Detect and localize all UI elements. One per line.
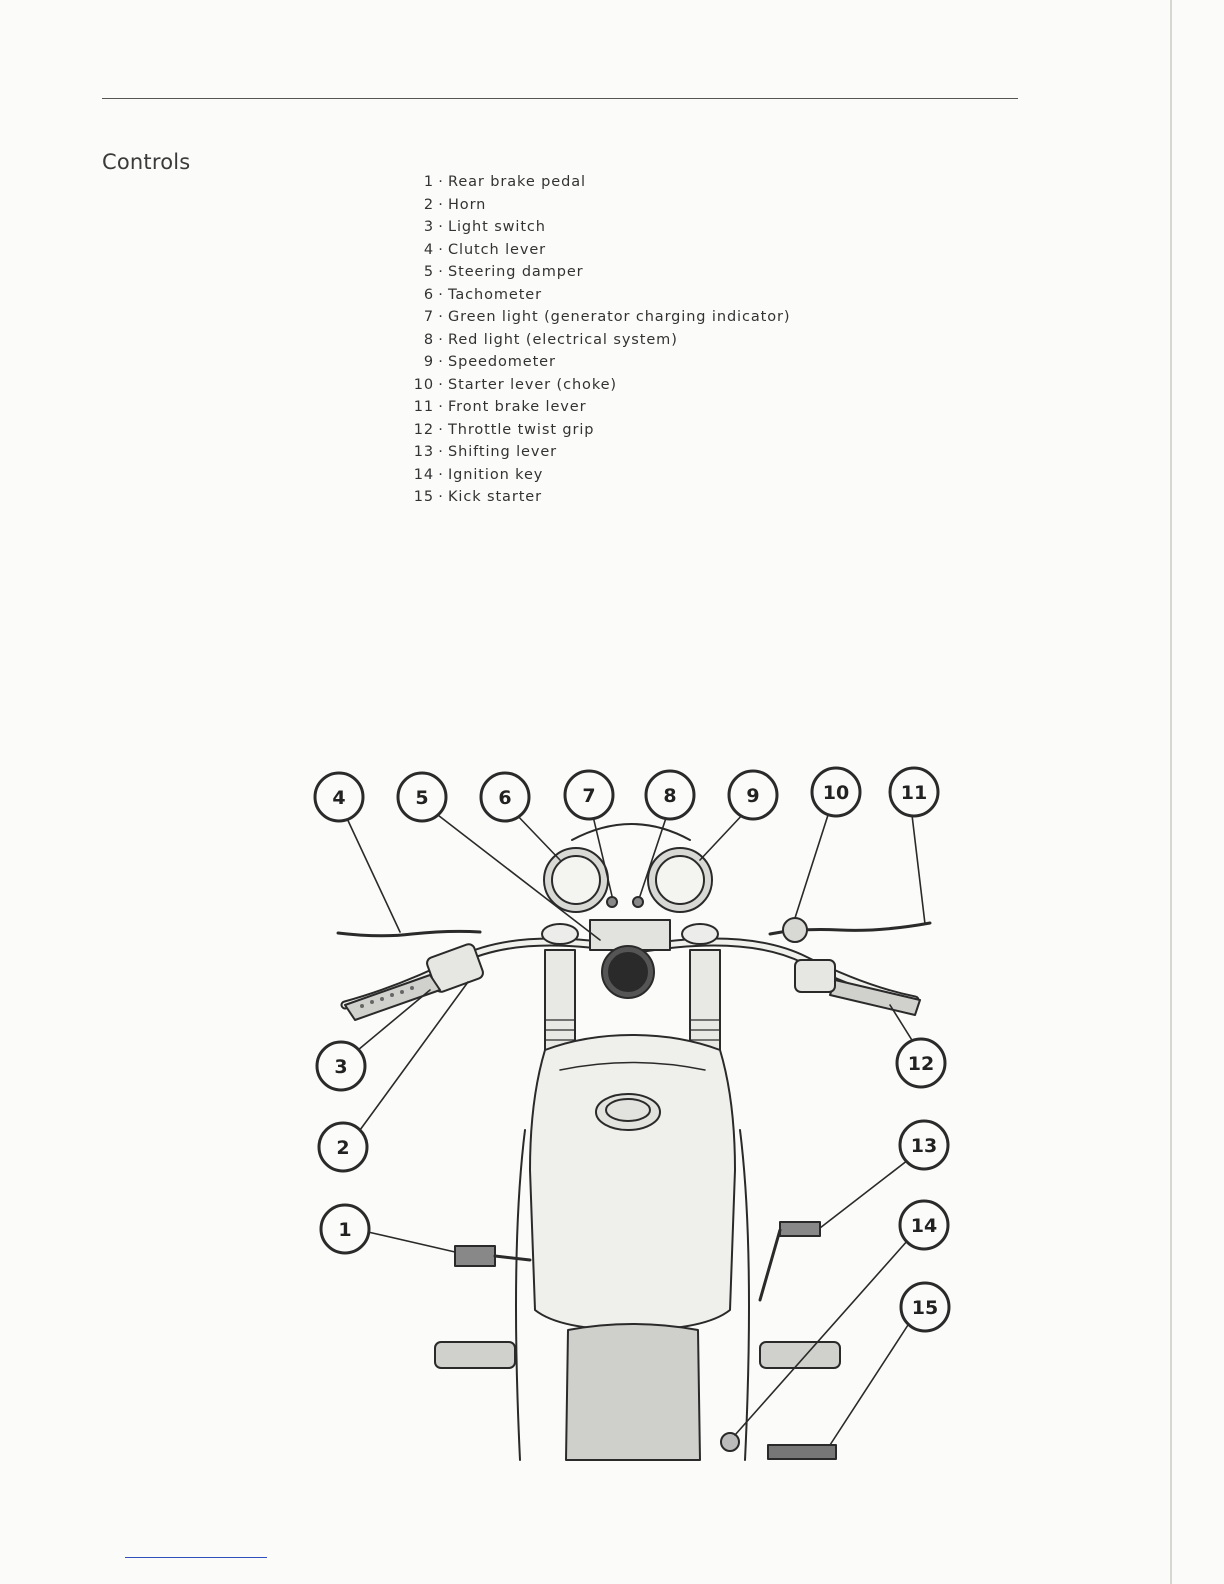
- callout-label: 12: [907, 1053, 935, 1075]
- legend-item: 9 · Speedometer: [423, 354, 556, 370]
- callout-label: 2: [336, 1137, 350, 1159]
- callout-label: 9: [746, 785, 760, 807]
- kick-starter: [768, 1445, 836, 1459]
- callout-label: 11: [900, 782, 928, 804]
- page-heading: Controls: [102, 150, 191, 174]
- legend-item: 11 · Front brake lever: [413, 399, 587, 415]
- callout-label: 10: [822, 782, 850, 804]
- leader-13: [820, 1160, 908, 1228]
- callout-label: 15: [911, 1297, 939, 1319]
- legend-item: 14 · Ignition key: [413, 466, 544, 483]
- shift-lever: [780, 1222, 820, 1236]
- seat: [566, 1324, 700, 1460]
- callout-label: 14: [910, 1215, 938, 1237]
- leader-9: [700, 812, 745, 860]
- legend-item: 2 · Horn: [423, 196, 487, 213]
- right-frame-rail: [740, 1130, 749, 1460]
- callout-label: 3: [334, 1056, 348, 1078]
- ignition-key: [721, 1433, 739, 1451]
- clutch-lever: [338, 931, 480, 935]
- rear-brake-pedal: [455, 1246, 495, 1266]
- callout-label: 6: [498, 787, 512, 809]
- red-indicator-light: [633, 897, 643, 907]
- choke-lever: [783, 918, 807, 942]
- callout-label: 8: [663, 785, 677, 807]
- controls-legend: [412, 171, 790, 509]
- motorcycle-controls-diagram: [290, 760, 970, 1480]
- green-indicator-light: [607, 897, 617, 907]
- leader-11: [912, 815, 925, 924]
- legend-item: 8 · Red light (electrical system): [423, 331, 678, 348]
- right-footpeg: [760, 1342, 840, 1368]
- callout-label: 4: [332, 787, 346, 809]
- leader-4: [344, 812, 400, 932]
- leader-14: [735, 1240, 908, 1435]
- legend-item: 7 · Green light (generator charging indicator): [423, 309, 791, 325]
- left-frame-rail: [516, 1130, 525, 1460]
- throttle-housing: [795, 960, 835, 992]
- leader-10: [795, 815, 828, 918]
- scan-edge: [1170, 0, 1172, 1584]
- leader-6: [514, 812, 560, 860]
- legend-item: 12 · Throttle twist grip: [413, 421, 595, 438]
- callout-label: 7: [582, 785, 596, 807]
- legend-item: 6 · Tachometer: [423, 286, 542, 303]
- callout-label: 1: [338, 1219, 352, 1241]
- fuel-tank: [530, 1035, 735, 1330]
- header-rule: [102, 98, 1018, 99]
- legend-item: 10 · Starter lever (choke): [413, 376, 617, 393]
- leader-1: [368, 1232, 455, 1252]
- legend-item: 5 · Steering damper: [423, 264, 584, 280]
- legend-item: 15 · Kick starter: [413, 489, 542, 505]
- legend-item: 4 · Clutch lever: [423, 241, 547, 258]
- instrument-cowl: [572, 824, 690, 840]
- legend-item: 1 · Rear brake pedal: [423, 174, 586, 190]
- left-footpeg: [435, 1342, 515, 1368]
- callout-label: 13: [910, 1135, 938, 1157]
- footer-rule: [125, 1557, 267, 1558]
- legend-item: 13 · Shifting lever: [413, 444, 558, 460]
- leader-15: [830, 1325, 908, 1445]
- callout-label: 5: [415, 787, 429, 809]
- legend-item: 3 · Light switch: [423, 219, 546, 235]
